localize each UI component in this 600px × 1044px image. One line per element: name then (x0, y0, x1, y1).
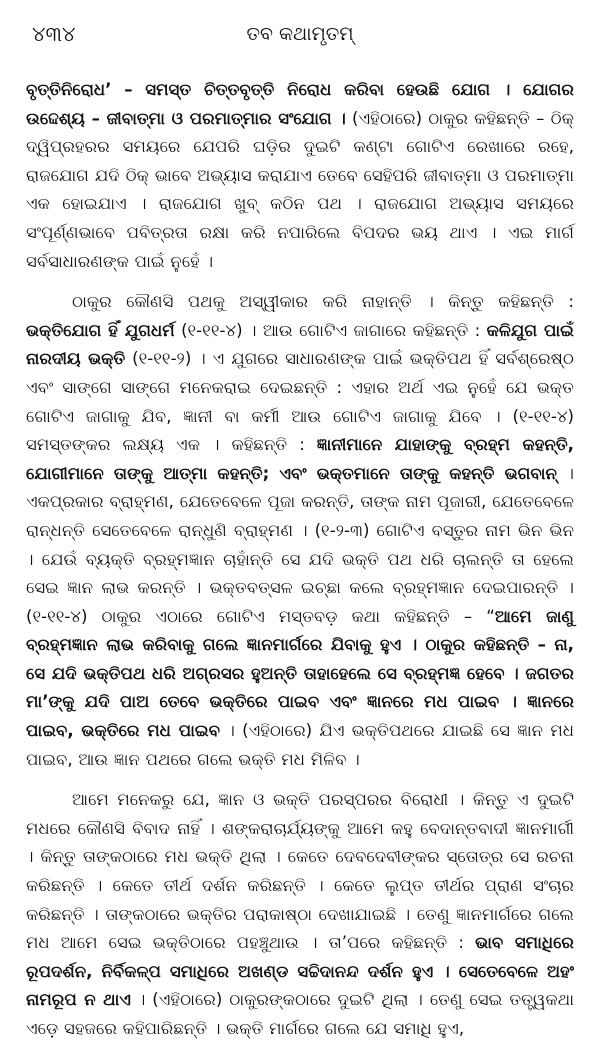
text-segment: ଠାକୁର କୌଣସି ପଥକୁ ଅସ୍ୱୀକାର କରି ନାହାନ୍ତି । କିନ୍ତୁ କହିଛନ୍ତି : (72, 292, 574, 312)
paragraph (26, 288, 574, 774)
bold-text-segment: ଭକ୍ତିଯୋଗ ହିଁ ଯୁଗଧର୍ମ (26, 320, 175, 340)
bold-text-segment: କଳିଯୁଗ ପାଇଁ ନାରଦୀୟ ଭକ୍ତି (26, 320, 574, 369)
text-segment: । (ଏହିଠାରେ) ଠାକୁରଙ୍କଠାରେ ଦୁଇଟି ଥିଲା । ତେଣୁ ସେଇ ତତ୍ତ୍ୱକଥା ଏଡ଼େ ସହଜରେ କହିପାରିଛନ୍ତି । ଭକ୍ତି ମାର୍ଗରେ ଗଲେ ଯେ ସମାଧି ହୁଏ, (26, 990, 574, 1038)
bold-text-segment: ଭାବ ସମାଧିରେ ରୂପଦର୍ଶନ, ନିର୍ବିକଳ୍ପ ସମାଧିରେ ଅଖଣ୍ଡ ସଚ୍ଚିଦାନନ୍ଦ ଦର୍ଶନ ହୁଏ । ସେତେବେଳେ ଅହଂ ନାମରୂପ ନ ଥାଏ (26, 933, 575, 1010)
bold-text-segment: ବୃତ୍ତିନିରୋଧ’ – ସମସ୍ତ ଚିତ୍ତବୃତ୍ତି ନିରୋଧ କରିବା ହେଉଛି ଯୋଗ । ଯୋଗର ଉଦ୍ଦେଶ୍ୟ – ଜୀବାତ୍ମା ଓ ପରମାତ୍ମାର ସଂଯୋଗ । (26, 80, 574, 128)
bold-text-segment: ଜ୍ଞାନୀମାନେ ଯାହାଙ୍କୁ ବ୍ରହ୍ମ କହନ୍ତି, ଯୋଗୀମାନେ ତାଙ୍କୁ ଆତ୍ମା କହନ୍ତି; ଏବଂ ଭକ୍ତମାନେ ତାଙ୍କୁ କହନ୍ତି ଭଗବାନ୍ (26, 435, 574, 483)
bold-text-segment: ଆମେ ଜାଣୁ ବ୍ରହ୍ମଜ୍ଞାନ ଲାଭ କରିବାକୁ ଗଲେ ଜ୍ଞାନମାର୍ଗରେ ଯିବାକୁ ହୁଏ । ଠାକୁର କହିଛନ୍ତି – ନା, ସେ ଯଦି ଭକ୍ତିପଥ ଧରି ଅଗ୍ରସର ହୁଅନ୍ତି ତାହାହେଲେ ସେ ବ୍ରହ୍ମଜ୍ଞ ହେବେ । ଜଗତର ମା’ଙ୍କୁ ଯଦି ପାଅ ତେବେ ଭକ୍ତିରେ ପାଇବ ଏବଂ ଜ୍ଞାନରେ ମଧ ପାଇବ । ଜ୍ଞାନରେ ପାଇବ, ଭକ୍ତିରେ ମଧ ପାଇବ (26, 606, 574, 741)
text-segment: (୧-୧୧-୨) । ଏ ଯୁଗରେ ସାଧାରଣଙ୍କ ପାଇଁ ଭକ୍ତିପଥ ହିଁ ସର୍ବଶ୍ରେଷ୍ଠ ଏବଂ ସାଙ୍ଗେ ସାଙ୍ଗେ ମନେକରାଇ ଦେଇଛନ୍ତି : ଏହାର ଅର୍ଥ ଏଇ ନୁହେଁ ଯେ ଭକ୍ତ ଗୋଟିଏ ଜାଗାକୁ ଯିବ, ଜ୍ଞାନୀ ବା କର୍ମୀ ଆଉ ଗୋଟିଏ ଜାଗାକୁ ଯିବେ । (୧-୧୧-୪) ସମସ୍ତଙ୍କର ଲକ୍ଷ୍ୟ ଏକ । କହିଛନ୍ତି : (26, 349, 574, 455)
running-title: ତବ କଥାମୃତମ୍ (246, 23, 354, 45)
page-header (26, 20, 574, 54)
text-segment: । ଏକପ୍ରକାର ବ୍ରାହ୍ମଣ, ଯେତେବେଳେ ପୂଜା କରନ୍ତି, ତାଙ୍କ ନାମ ପୂଜାରୀ, ଯେତେବେଳେ ରାନ୍ଧନ୍ତି ସେତେବେଳେ ରାନ୍ଧୁଣି ବ୍ରାହ୍ମଣ । (୧-୨-୩) ଗୋଟିଏ ବସ୍ତୁର ନାମ ଭିନ ଭିନ । ଯେଉଁ ବ୍ୟକ୍ତି ବ୍ରହ୍ମଜ୍ଞାନ ଚାହାଁନ୍ତି ସେ ଯଦି ଭକ୍ତି ପଥ ଧରି ଚାଲନ୍ତି ତା ହେଲେ ସେଇ ଜ୍ଞାନ ଲାଭ କରନ୍ତି । ଭକ୍ତବତ୍ସଳ ଇଚ୍ଛା କଲେ ବ୍ରହ୍ମଜ୍ଞାନ ଦେଇପାରନ୍ତି । (୧-୧୧-୪) ଠାକୁର ଏଠାରେ ଗୋଟିଏ ମସ୍ତବଡ଼ କଥା କହିଛନ୍ତି – “ (26, 463, 574, 626)
text-segment: ଆମେ ମନେକରୁ ଯେ, ଜ୍ଞାନ ଓ ଭକ୍ତି ପରସ୍ପରର ବିରୋଧୀ । କିନ୍ତୁ ଏ ଦୁଇଟି ମଧରେ କୌଣସି ବିବାଦ ନାହିଁ । ଶଙ୍କରାଚାର୍ଯ୍ୟଙ୍କୁ ଆମେ କହୁ ବେଦାନ୍ତବାଦୀ ଜ୍ଞାନମାର୍ଗୀ । କିନ୍ତୁ ତାଙ୍କଠାରେ ମଧ ଭକ୍ତି ଥିଲା । କେତେ ଦେବଦେବୀଙ୍କର ସ୍ତୋତ୍ର ସେ ରଚନା କରିଛନ୍ତି । କେତେ ତୀର୍ଥ ଦର୍ଶନ କରିଛନ୍ତି । କେତେ ଲୁପ୍ତ ତୀର୍ଥର ପ୍ରାଣ ସଂଚାର କରିଛନ୍ତି । ତାଙ୍କଠାରେ ଭକ୍ତିର ପରାକାଷ୍ଠା ଦେଖାଯାଇଛି । ତେଣୁ ଜ୍ଞାନମାର୍ଗରେ ଗଲେ ମଧ ଆମେ ସେଇ ଭକ୍ତିଠାରେ ପହଞ୍ଚୁଥାଉ । ତା’ପରେ କହିଛନ୍ତି : (26, 790, 574, 953)
paragraph (26, 76, 574, 276)
body-text (26, 76, 574, 1044)
text-segment: (ଏହିଠାରେ) ଠାକୁର କହିଛନ୍ତି – ଠିକ୍ ଦ୍ୱିପ୍ରହରର ସମୟରେ ଯେପରି ଘଡ଼ିର ଦୁଇଟି କଣ୍ଟା ଗୋଟିଏ ରେଖାରେ ରହେ, ରାଜଯୋଗ ଯଦି ଠିକ୍ ଭାବେ ଅଭ୍ୟାସ କରାଯାଏ ତେବେ ସେହିପରି ଜୀବାତ୍ମା ଓ ପରମାତ୍ମା ଏକ ହୋଇଯାଏ । ରାଜଯୋଗ ଖୁବ୍ କଠିନ ପଥ । ରାଜଯୋଗ ଅଭ୍ୟାସ ସମୟରେ ସଂପୂର୍ଣ୍ଣଭାବେ ପବିତ୍ରତା ରକ୍ଷା କରି ନପାରିଲେ ବିପଦର ଭୟ ଥାଏ । ଏଇ ମାର୍ଗ ସର୍ବସାଧାରଣଙ୍କ ପାଇଁ ନୁହେଁ । (26, 108, 574, 271)
paragraph (26, 786, 574, 1043)
text-segment: । (ଏହିଠାରେ) ଯିଏ ଭକ୍ତିପଥରେ ଯାଇଛି ସେ ଜ୍ଞାନ ମଧ ପାଇବ, ଆଉ ଜ୍ଞାନ ପଥରେ ଗଲେ ଭକ୍ତି ମଧ ମିଳିବ । (26, 721, 574, 769)
page-number: ୪୩୪ (32, 22, 76, 46)
text-segment: (୧-୧୧-୪) । ଆଉ ଗୋଟିଏ ଜାଗାରେ କହିଛନ୍ତି : (174, 320, 487, 340)
